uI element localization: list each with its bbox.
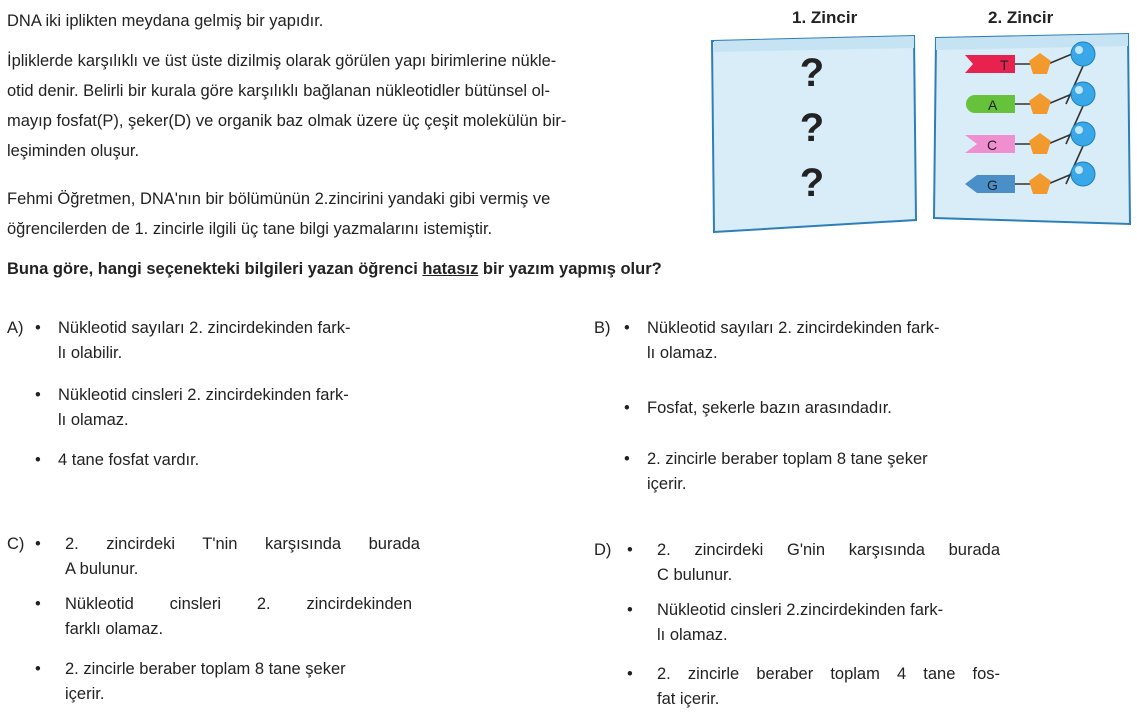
intro-line: Fehmi Öğretmen, DNA'nın bir bölümünün 2.zincirini yandaki gibi vermiş ve	[7, 190, 551, 208]
bullet-icon: •	[627, 541, 633, 559]
option-line: A bulunur.	[65, 560, 139, 578]
option-a[interactable]	[7, 316, 427, 476]
intro-line: leşiminden oluşur.	[7, 142, 140, 160]
phosphate-highlight	[1075, 46, 1083, 54]
option-text	[58, 383, 349, 433]
phosphate-icon	[1071, 42, 1095, 66]
option-line: 2. zincirle beraber toplam 8 tane şeker	[65, 660, 346, 678]
option-text	[647, 396, 892, 421]
bullet-icon: •	[35, 319, 41, 337]
option-line: 2. zincirdeki T'nin karşısında burada	[65, 535, 420, 553]
phosphate-icon	[1071, 82, 1095, 106]
option-text	[647, 447, 928, 497]
question-part: bir yazım yapmış olur?	[478, 260, 662, 278]
bullet-icon: •	[627, 665, 633, 683]
dna-diagram-svg	[700, 8, 1137, 233]
option-line: içerir.	[647, 475, 687, 493]
option-b[interactable]	[594, 316, 1014, 506]
chain-1-title: 1. Zincir	[792, 8, 858, 27]
dna-diagram	[700, 8, 1137, 233]
option-line: Nükleotid cinsleri 2. zincirdekinden fark-	[58, 386, 349, 404]
option-line: Nükleotid sayıları 2. zincirdekinden fark-	[58, 319, 351, 337]
option-line: 4 tane fosfat vardır.	[58, 451, 200, 469]
bullet-icon: •	[627, 601, 633, 619]
question-part: Buna göre, hangi seçenekteki bilgileri yazan öğrenci	[7, 260, 423, 278]
intro-paragraph-3	[7, 184, 697, 244]
bullet-icon: •	[35, 535, 41, 553]
question-mark-3: ?	[799, 161, 825, 205]
option-text	[58, 448, 199, 473]
base-g-label: G	[987, 177, 998, 193]
intro-line: İpliklerde karşılıklı ve üst üste dizilmiş olarak görülen yapı birimlerine nükle-	[7, 52, 557, 70]
phosphate-highlight	[1075, 126, 1083, 134]
base-t-label: T	[1000, 57, 1009, 73]
intro-line: otid denir. Belirli bir kurala göre karşılıklı bağlanan nükleotidler bütünsel ol-	[7, 82, 550, 100]
option-line: lı olamaz.	[657, 626, 728, 644]
option-line: içerir.	[65, 685, 105, 703]
bullet-icon: •	[35, 386, 41, 404]
question-text	[7, 254, 662, 284]
option-line: Nükleotid cinsleri 2.zincirdekinden fark-	[657, 601, 944, 619]
question-emphasis: hatasız	[422, 260, 479, 278]
intro-paragraph-2	[7, 46, 697, 166]
option-text	[657, 538, 1000, 588]
bullet-icon: •	[35, 660, 41, 678]
chain-2-title: 2. Zincir	[988, 8, 1054, 27]
option-line: lı olamaz.	[647, 344, 718, 362]
option-c-letter: C)	[7, 535, 25, 553]
option-line: C bulunur.	[657, 566, 733, 584]
question-mark-2: ?	[799, 106, 825, 150]
option-line: fat içerir.	[657, 690, 720, 708]
phosphate-icon	[1071, 122, 1095, 146]
option-line: Fosfat, şekerle bazın arasındadır.	[647, 399, 892, 417]
base-a-label: A	[988, 97, 998, 113]
option-text	[647, 316, 940, 366]
option-text	[65, 657, 346, 707]
option-b-letter: B)	[594, 319, 611, 337]
option-text	[65, 592, 412, 642]
option-line: farklı olamaz.	[65, 620, 164, 638]
option-line: 2. zincirle beraber toplam 4 tane fos-	[657, 665, 1000, 683]
option-line: lı olamaz.	[58, 411, 129, 429]
option-line: lı olabilir.	[58, 344, 123, 362]
option-text	[657, 598, 943, 648]
option-line: 2. zincirdeki G'nin karşısında burada	[657, 541, 1000, 559]
bullet-icon: •	[624, 450, 630, 468]
intro-line: mayıp fosfat(P), şeker(D) ve organik baz olmak üzere üç çeşit molekülün bir-	[7, 112, 567, 130]
intro-line: öğrencilerden de 1. zincirle ilgili üç tane bilgi yazmalarını istemiştir.	[7, 220, 493, 238]
option-line: 2. zincirle beraber toplam 8 tane şeker	[647, 450, 928, 468]
phosphate-highlight	[1075, 166, 1083, 174]
phosphate-highlight	[1075, 86, 1083, 94]
option-text	[65, 532, 420, 582]
bullet-icon: •	[624, 319, 630, 337]
bullet-icon: •	[35, 451, 41, 469]
option-text	[657, 662, 1000, 712]
option-text	[58, 316, 351, 366]
option-line: Nükleotid cinsleri 2. zincirdekinden	[65, 595, 412, 613]
phosphate-icon	[1071, 162, 1095, 186]
base-c-label: C	[987, 137, 998, 153]
option-d[interactable]	[594, 538, 1014, 728]
option-c[interactable]	[7, 532, 427, 722]
bullet-icon: •	[35, 595, 41, 613]
bullet-icon: •	[624, 399, 630, 417]
option-line: Nükleotid sayıları 2. zincirdekinden fark-	[647, 319, 940, 337]
option-a-letter: A)	[7, 319, 24, 337]
intro-paragraph-1: DNA iki iplikten meydana gelmiş bir yapıdır.	[7, 12, 324, 30]
question-mark-1: ?	[799, 51, 825, 95]
option-d-letter: D)	[594, 541, 612, 559]
